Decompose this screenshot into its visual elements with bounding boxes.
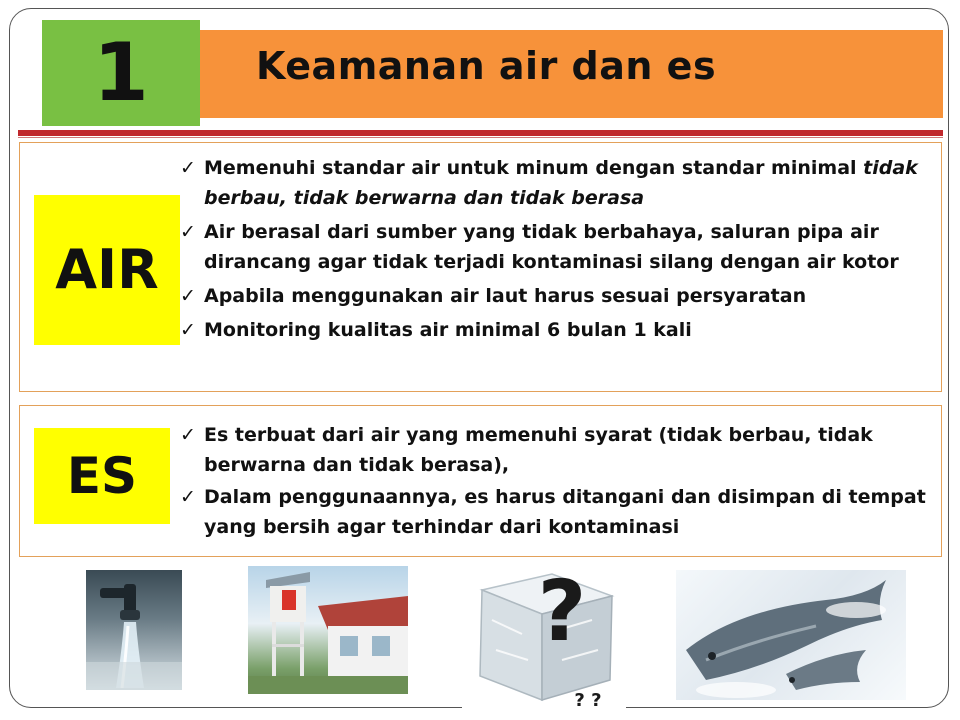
slide-number-box xyxy=(42,20,200,126)
bullet-text: Apabila menggunakan air laut harus sesuai persyaratan xyxy=(204,285,807,307)
water-tap-icon xyxy=(86,570,182,690)
es-bullet-list xyxy=(180,420,940,544)
checkmark-icon: ✓ xyxy=(180,424,196,446)
checkmark-icon: ✓ xyxy=(180,221,196,243)
list-item xyxy=(180,153,940,213)
water-tap-photo xyxy=(86,570,182,690)
divider-rule xyxy=(18,130,943,136)
slide-number: 1 xyxy=(93,26,149,119)
checkmark-icon: ✓ xyxy=(180,486,196,508)
fish-icon xyxy=(676,570,906,700)
air-bullet-list xyxy=(180,153,940,349)
divider-rule-thin xyxy=(18,137,943,138)
fish-on-ice-photo xyxy=(676,570,906,700)
air-label: AIR xyxy=(55,238,159,301)
bullet-text: Dalam penggunaannya, es harus ditangani dan disimpan di tempat yang bersih agar terhindar dari kontaminasi xyxy=(204,486,926,538)
water-tower-photo xyxy=(248,566,408,694)
ice-cube-icon xyxy=(462,560,626,708)
checkmark-icon: ✓ xyxy=(180,285,196,307)
list-item xyxy=(180,217,940,277)
es-label: ES xyxy=(66,447,138,505)
list-item xyxy=(180,482,940,542)
bullet-text: Air berasal dari sumber yang tidak berbahaya, saluran pipa air dirancang agar tidak terjadi kontaminasi silang dengan air kotor xyxy=(204,221,899,273)
list-item xyxy=(180,420,940,480)
es-panel xyxy=(19,405,942,557)
es-label-box xyxy=(34,428,170,524)
water-tower-icon xyxy=(248,566,408,694)
ice-cube-photo xyxy=(462,560,626,708)
air-label-box xyxy=(34,195,180,345)
slide-title: Keamanan air dan es xyxy=(256,44,717,88)
question-mark-large: ? xyxy=(537,562,587,660)
air-panel xyxy=(19,142,942,392)
bullet-text: Monitoring kualitas air minimal 6 bulan 1 kali xyxy=(204,319,692,341)
question-marks-small: ? ? xyxy=(574,690,602,708)
checkmark-icon: ✓ xyxy=(180,319,196,341)
bullet-text-italic: tidak berbau, tidak berwarna dan tidak berasa xyxy=(204,157,918,209)
checkmark-icon: ✓ xyxy=(180,157,196,179)
bullet-text: Memenuhi standar air untuk minum dengan standar minimal xyxy=(204,157,864,179)
bullet-text: Es terbuat dari air yang memenuhi syarat (tidak berbau, tidak berwarna dan tidak berasa), xyxy=(204,424,873,476)
list-item xyxy=(180,281,940,311)
list-item xyxy=(180,315,940,345)
